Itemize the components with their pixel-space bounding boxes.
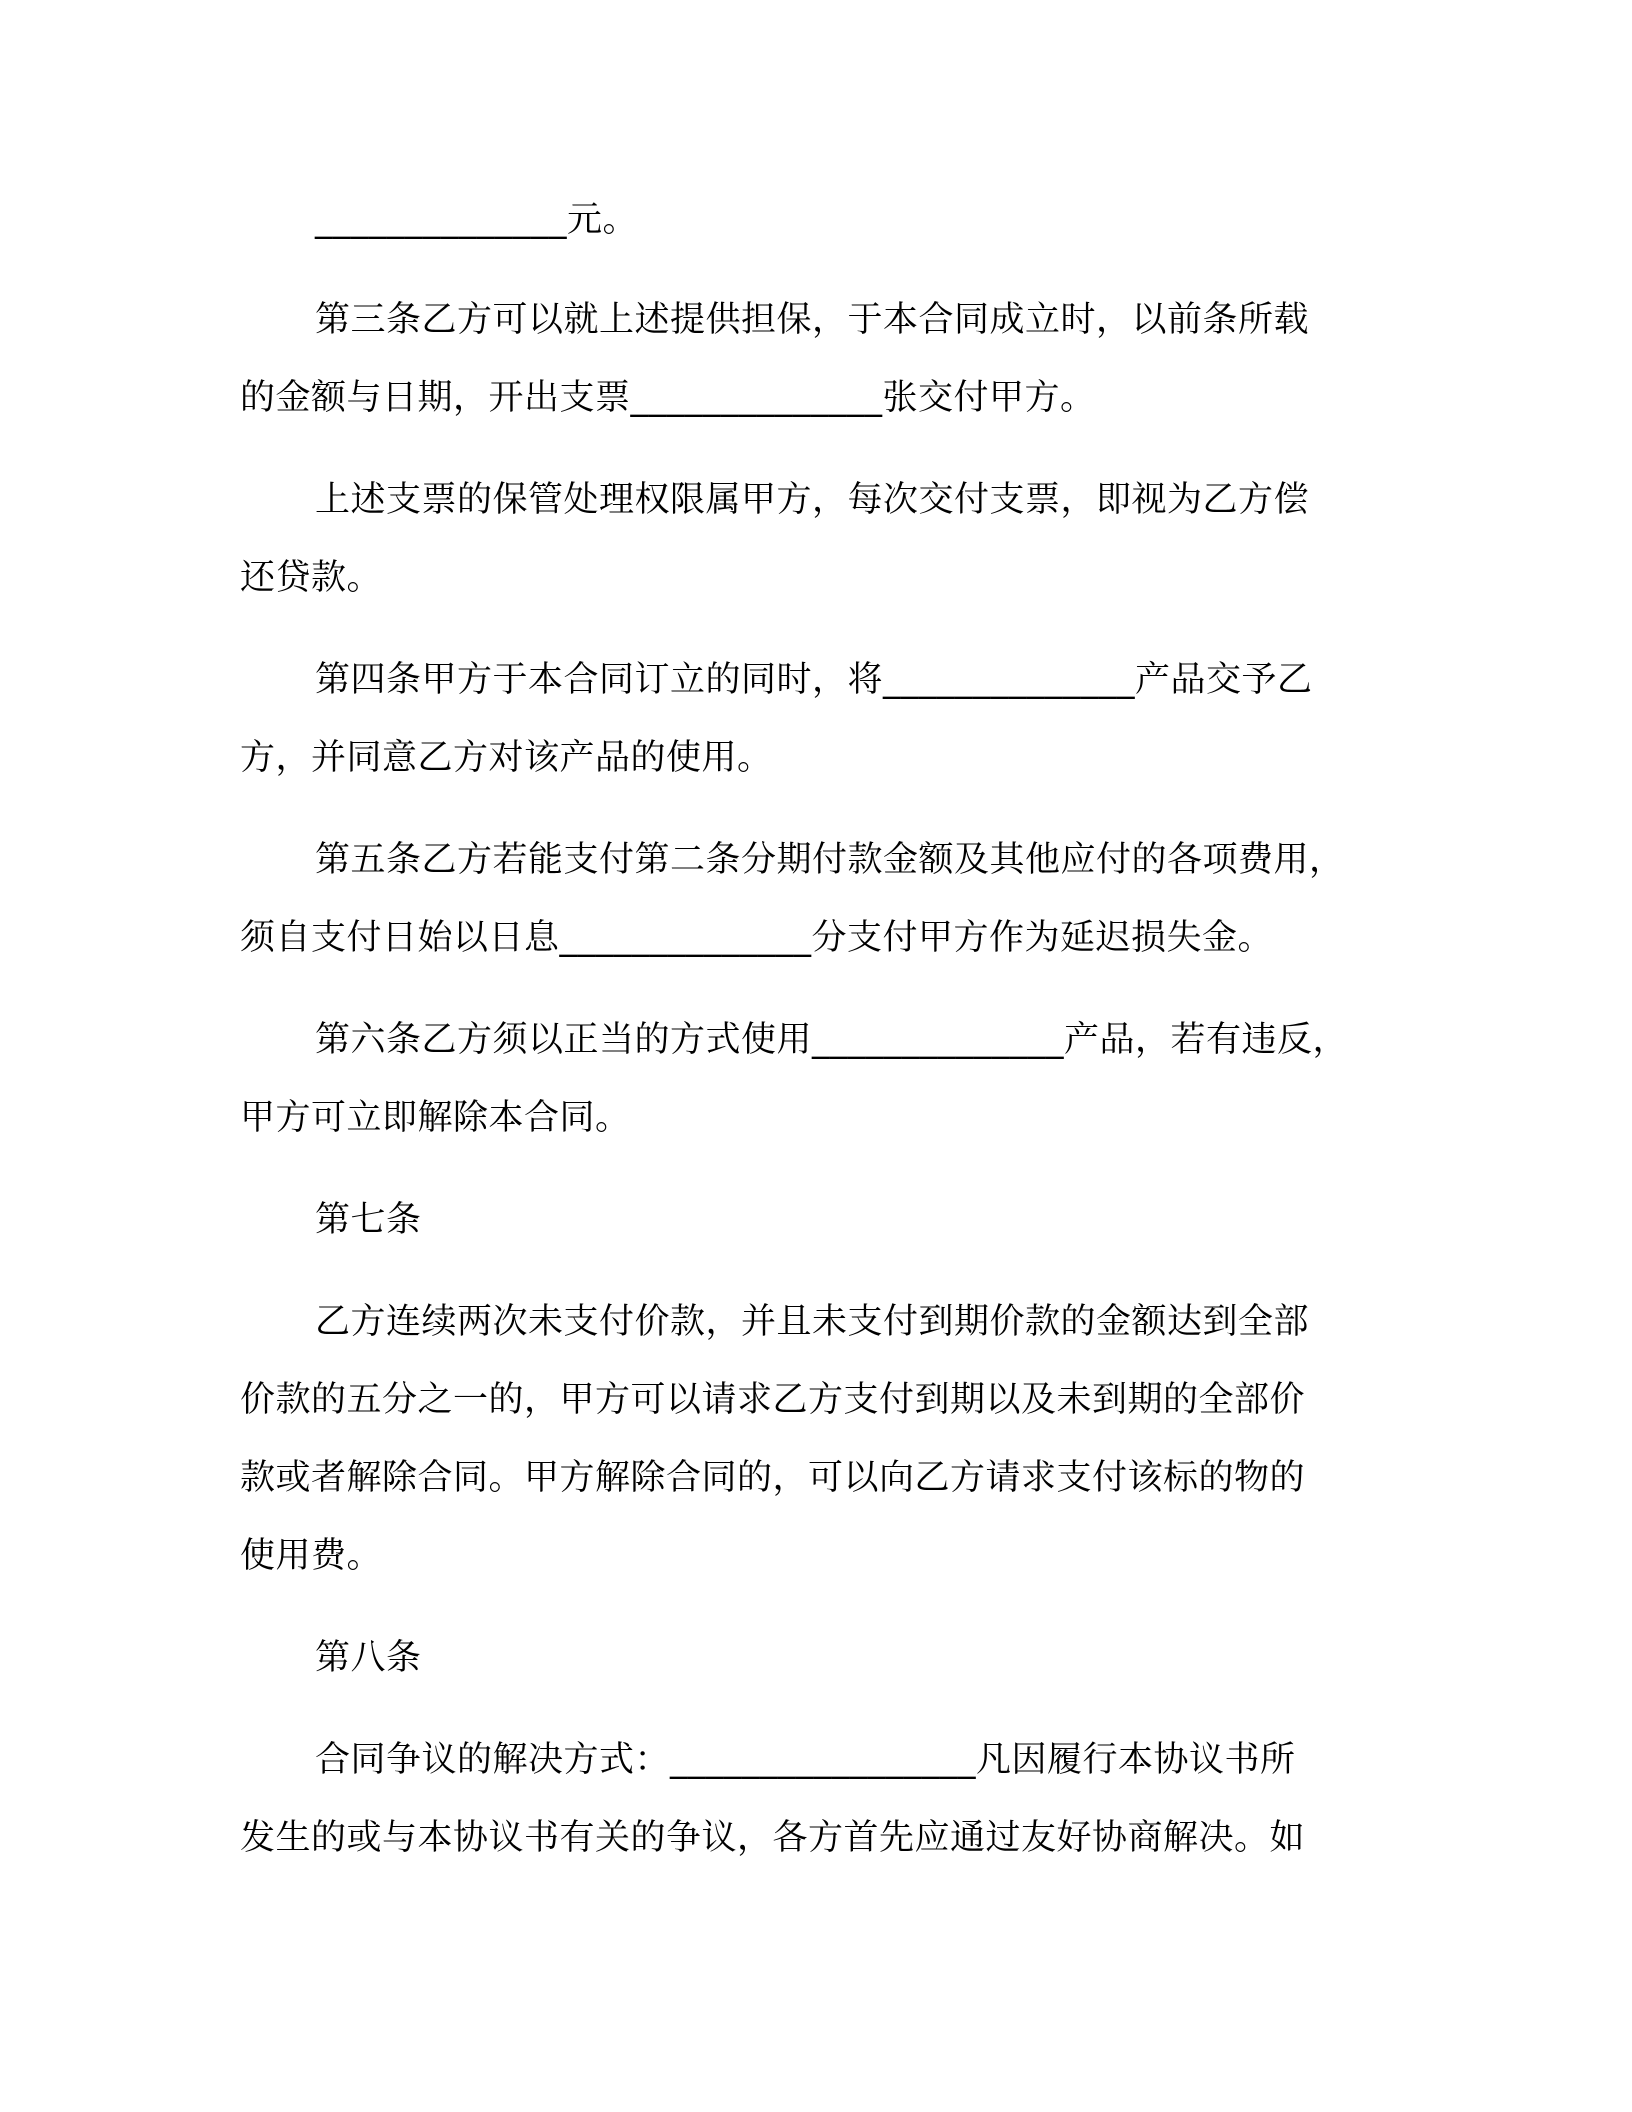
text-line: 方，并同意乙方对该产品的使用。 [240,738,773,778]
text-line: 乙方连续两次未支付价款，并且未支付到期价款的金额达到全部 [315,1302,1310,1342]
section-heading: 第八条 [315,1638,422,1678]
text-line: ______________元。 [315,200,639,240]
text-line: 第四条甲方于本合同订立的同时，将______________产品交予乙 [315,660,1313,700]
text-line: 第五条乙方若能支付第二条分期付款金额及其他应付的各项费用， [315,840,1345,880]
text-line: 第三条乙方可以就上述提供担保，于本合同成立时，以前条所载 [315,300,1310,340]
text-line: 甲方可立即解除本合同。 [240,1098,631,1138]
text-line: 发生的或与本协议书有关的争议，各方首先应通过友好协商解决。如 [240,1818,1306,1858]
text-line: 须自支付日始以日息______________分支付甲方作为延迟损失金。 [240,918,1274,958]
text-line: 还贷款。 [240,558,383,598]
text-line: 款或者解除合同。甲方解除合同的，可以向乙方请求支付该标的物的 [240,1458,1306,1498]
section-heading: 第七条 [315,1200,422,1240]
text-line: 的金额与日期，开出支票______________张交付甲方。 [240,378,1096,418]
text-line: 价款的五分之一的，甲方可以请求乙方支付到期以及未到期的全部价 [240,1380,1306,1420]
text-line: 第六条乙方须以正当的方式使用______________产品，若有违反， [315,1020,1349,1060]
text-line: 使用费。 [240,1536,383,1576]
text-line: 上述支票的保管处理权限属甲方，每次交付支票，即视为乙方偿 [315,480,1310,520]
text-line: 合同争议的解决方式：_________________凡因履行本协议书所 [315,1740,1296,1780]
